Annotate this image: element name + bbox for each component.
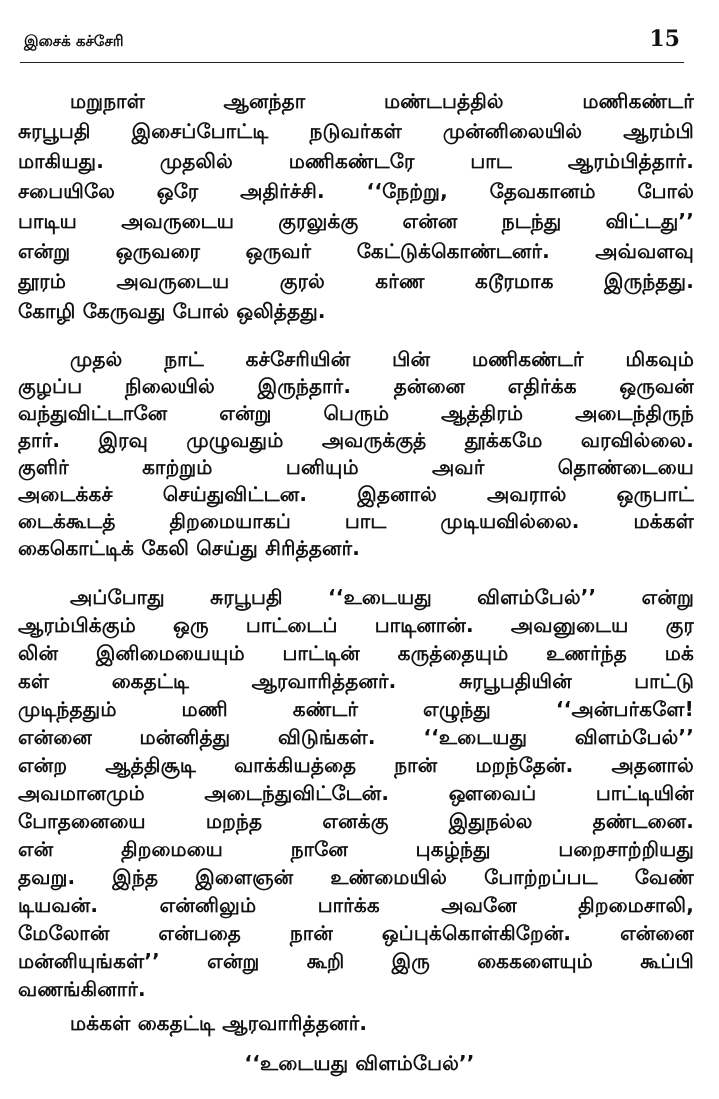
paragraph-3-line-5: முடிந்ததும் மணி கண்டர் எழுந்து ‘‘அன்பர்களே! <box>18 697 694 721</box>
paragraph-1-line-5: பாடிய அவருடைய குரலுக்கு என்ன நடந்து விட்டது’’ <box>18 209 694 233</box>
running-header <box>20 26 684 63</box>
paragraph-3-line-9: போதனையை மறந்த எனக்கு இதுநல்ல தண்டனை. <box>18 809 694 833</box>
paragraph-3-line-1: அப்போது சுரபூபதி ‘‘உடையது விளம்பேல்’’ என்று <box>70 585 694 609</box>
paragraph-3-line-10: என் திறமையை நானே புகழ்ந்து பறைசாற்றியது <box>18 837 694 861</box>
paragraph-2-line-1: முதல் நாட் கச்சேரியின் பின் மணிகண்டர் மிகவும் <box>70 347 694 371</box>
paragraph-3-line-8: அவமானமும் அடைந்துவிட்டேன். ஔவைப் பாட்டியின் <box>18 781 694 805</box>
paragraph-3-line-14: மன்னியுங்கள்’’ என்று கூறி இரு கைகளையும் கூப்பி <box>18 949 694 973</box>
paragraph-1-line-4: சபையிலே ஒரே அதிர்ச்சி. ‘‘நேற்று, தேவகானம் போல் <box>18 179 694 203</box>
running-title: இசைக் கச்சேரி <box>24 32 124 50</box>
paragraph-2-line-7: டைக்கூடத் திறமையாகப் பாட முடியவில்லை. மக்கள் <box>18 509 694 533</box>
paragraph-2-line-4: தார். இரவு முழுவதும் அவருக்குத் தூக்கமே வரவில்லை. <box>18 428 694 452</box>
paragraph-2-line-2: குழப்ப நிலையில் இருந்தார். தன்னை எதிர்க்க ஒருவன் <box>18 374 694 398</box>
next-section-heading: ‘‘உடையது விளம்பேல்’’ <box>244 1051 475 1075</box>
paragraph-2-line-6: அடைக்கச் செய்துவிட்டன. இதனால் அவரால் ஒருபாட் <box>18 482 694 506</box>
paragraph-3-line-7: என்ற ஆத்திசூடி வாக்கியத்தை நான் மறந்தேன். அதனால் <box>18 753 694 777</box>
paragraph-3-line-2: ஆரம்பிக்கும் ஒரு பாட்டைப் பாடினான். அவனுடைய குர <box>18 613 694 637</box>
page-number: 15 <box>649 26 680 52</box>
paragraph-3-line-13: மேலோன் என்பதை நான் ஒப்புக்கொள்கிறேன். என்னை <box>18 921 694 945</box>
paragraph-2-line-3: வந்துவிட்டானே என்று பெரும் ஆத்திரம் அடைந்திருந் <box>18 401 694 425</box>
paragraph-1-line-3: மாகியது. முதலில் மணிகண்டரே பாட ஆரம்பித்தார். <box>18 149 694 173</box>
paragraph-2-line-5: குளிர் காற்றும் பனியும் அவர் தொண்டையை <box>18 455 694 479</box>
paragraph-3-line-12: டியவன். என்னிலும் பார்க்க அவனே திறமைசாலி, <box>18 893 694 917</box>
paragraph-3-line-6: என்னை மன்னித்து விடுங்கள். ‘‘உடையது விளம்பேல்’’ <box>18 725 694 749</box>
paragraph-1-line-1: மறுநாள் ஆனந்தா மண்டபத்தில் மணிகண்டர் <box>70 89 694 113</box>
paragraph-3-line-4: கள் கைதட்டி ஆரவாரித்தனர். சுரபூபதியின் பாட்டு <box>18 669 694 693</box>
paragraph-2-line-8: கைகொட்டிக் கேலி செய்து சிரித்தனர். <box>18 536 361 560</box>
paragraph-4-line-1: மக்கள் கைதட்டி ஆரவாரித்தனர். <box>70 1011 368 1035</box>
paragraph-1-line-2: சுரபூபதி இசைப்போட்டி நடுவர்கள் முன்னிலையில் ஆரம்பி <box>18 119 694 143</box>
paragraph-1-line-7: தூரம் அவருடைய குரல் கர்ண கடூரமாக இருந்தது. <box>18 269 694 293</box>
paragraph-3-line-3: லின் இனிமையையும் பாட்டின் கருத்தையும் உணர்ந்த மக் <box>18 641 694 665</box>
paragraph-3-line-11: தவறு. இந்த இளைஞன் உண்மையில் போற்றப்பட வேண் <box>18 865 694 889</box>
paragraph-1-line-8: கோழி கேருவது போல் ஒலித்தது. <box>18 299 326 323</box>
paragraph-3-line-15: வணங்கினார். <box>18 977 146 1001</box>
paragraph-1-line-6: என்று ஒருவரை ஒருவர் கேட்டுக்கொண்டனர். அவ்வளவு <box>18 239 694 263</box>
